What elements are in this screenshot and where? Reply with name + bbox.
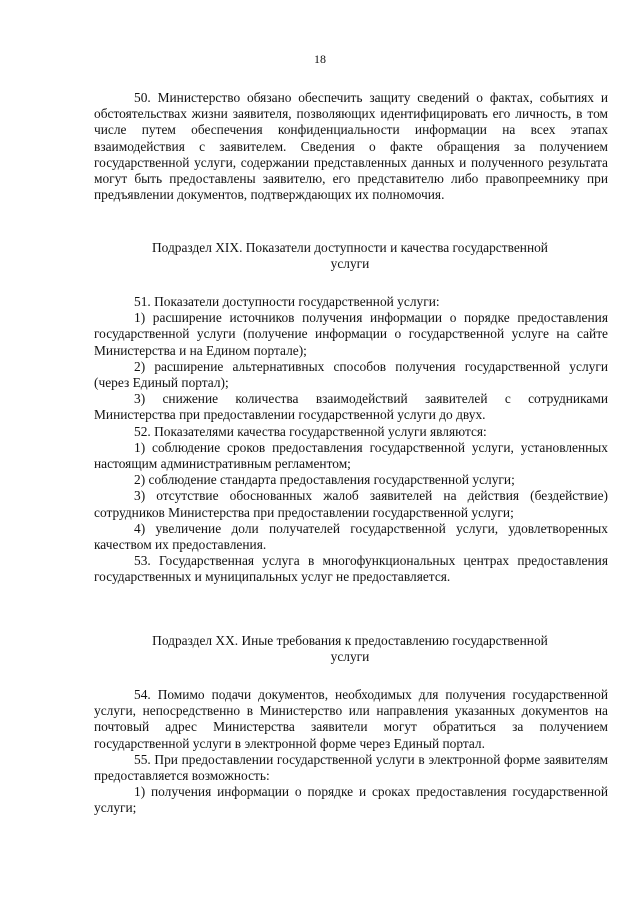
paragraph-52-1: 1) соблюдение сроков предоставления государственной услуги, установленных настоящим административным регламентом; — [94, 439, 608, 472]
paragraph-51-2: 2) расширение альтернативных способов получения государственной услуги (через Единый портал); — [94, 358, 608, 391]
paragraph-52: 52. Показателями качества государственной услуги являются: — [134, 423, 487, 439]
paragraph-52-4: 4) увеличение доли получателей государственной услуги, удовлетворенных качеством их предоставления. — [94, 520, 608, 553]
paragraph-52-2: 2) соблюдение стандарта предоставления государственной услуги; — [134, 472, 515, 488]
subsection-20-heading-line1: Подраздел XX. Иные требования к предоставлению государственной — [152, 633, 548, 648]
paragraph-53: 53. Государственная услуга в многофункциональных центрах предоставления государственных и муниципальных услуг не предоставляется. — [94, 553, 608, 585]
subsection-19-body — [94, 294, 608, 586]
subsection-20-heading-line2: услуги — [330, 649, 370, 665]
subsection-20-body — [94, 687, 608, 817]
paragraph-55-1: 1) получения информации о порядке и сроках предоставления государственной услуги; — [94, 784, 608, 816]
subsection-19-heading — [100, 240, 600, 272]
paragraph-block-50 — [94, 90, 608, 203]
subsection-20-heading — [100, 633, 600, 665]
paragraph-52-3: 3) отсутствие обоснованных жалоб заявителей на действия (бездействие) сотрудников Министерства при предоставлении государственной услуги; — [94, 488, 608, 520]
paragraph-54: 54. Помимо подачи документов, необходимых для получения государственной услуги, непосредственно в Министерство или направления указанных документов на почтовый адрес Министерства заявители могут обратиться за получением государственной услуги в электронной форме через Единый портал. — [94, 687, 608, 751]
paragraph-55: 55. При предоставлении государственной услуги в электронной форме заявителям предоставляется возможность: — [94, 751, 608, 784]
subsection-19-heading-line2: услуги — [330, 256, 370, 272]
paragraph-51-3: 3) снижение количества взаимодействий заявителей с сотрудниками Министерства при предоставлении государственной услуги до двух. — [94, 391, 608, 423]
paragraph-51: 51. Показатели доступности государственной услуги: — [134, 294, 440, 309]
page-number: 18 — [314, 52, 326, 66]
subsection-19-heading-line1: Подраздел XIX. Показатели доступности и качества государственной — [152, 240, 548, 255]
paragraph-50: 50. Министерство обязано обеспечить защиту сведений о фактах, событиях и обстоятельствах жизни заявителя, позволяющих идентифицировать его личность, в том числе путем обеспечения конфиденциальности информации на всех этапах взаимодействия с заявителем. Сведения о факте обращения за получением государственной услуги, содержании представленных данных и полученного результата могут быть предоставлены заявителю, его представителю либо правопреемнику при предъявлении документов, подтверждающих их полномочия. — [94, 90, 608, 203]
paragraph-51-1: 1) расширение источников получения информации о порядке предоставления государственной услуги (получение информации о государственной услуге на сайте Министерства и на Едином портале); — [94, 310, 608, 358]
